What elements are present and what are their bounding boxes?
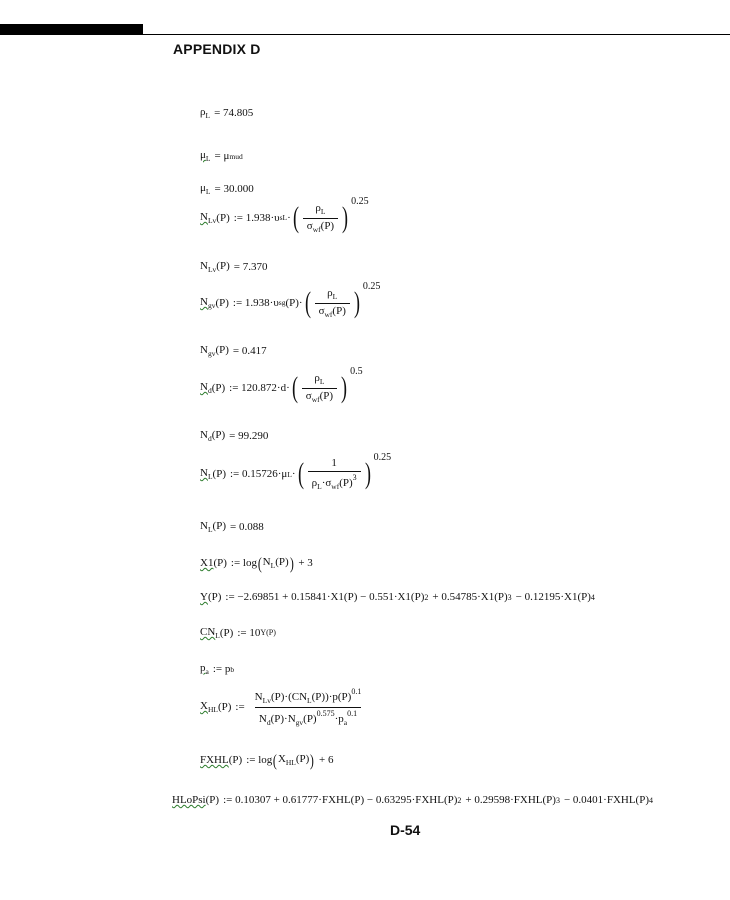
equation-FXHL-definition: FXHL (P) := log ( $X_{HL}(P)$ ) + 6 <box>200 751 334 770</box>
page-number: D-54 <box>390 822 421 838</box>
equation-HLoPsi-definition: HLoPsi (P) := 0.10307 + 0.61777·FXHL(P) − 0.63295·FXHL(P) 2 + 0.29598·FXHL(P) 3 − 0.0401·FXHL(P) 4 <box>172 794 654 806</box>
equation-rhoL-value: $\rho_L$ = 74.805 <box>200 106 254 120</box>
equation-NL-value: $N_L(P)$ = 0.088 <box>200 520 264 534</box>
equation-NLv-value: $N_{Lv}(P)$ = 7.370 <box>200 260 268 274</box>
equation-NLv-definition: $N_{Lv}$ (P) := 1.938·υ sL · ( $\frac{\rho_L}{\sigma_{wf}(P)}$ ) 0.25 <box>200 196 369 234</box>
equation-X1-definition: X1 (P) := log ( $N_L(P)$ ) + 3 <box>200 554 313 573</box>
equation-Ngv-definition: $N_{gv}$ (P) := 1.938·υ sg (P)· ( $\frac{\rho_L}{\sigma_{wf}(P)}$ ) 0.25 <box>200 281 381 319</box>
equation-Nd-definition: $N_d$ (P) := 120.872·d· ( $\frac{\rho_L}{\sigma_{wf}(P)}$ ) 0.5 <box>200 366 363 404</box>
equation-XHL-definition: $X_{HL}$ (P) := $\frac{N_{Lv}(P)\cdot(CN_L(P))\cdot p(P)^{0.1}}{N_d(P)\cdot N_{gv}(P)^{0.575}\cdot p_a^{0.1}}$ <box>200 687 362 727</box>
equation-Y-definition: Y (P) := −2.69851 + 0.15841·X1(P) − 0.551·X1(P) 2 + 0.54785·X1(P) 3 − 0.12195·X1(P) 4 <box>200 591 595 603</box>
equation-muL-value: $\mu_L$ = 30.000 <box>200 182 254 196</box>
equation-Nd-value: $N_d(P)$ = 99.290 <box>200 429 269 443</box>
equation-NL-definition: $N_L$ (P) := 0.15726·μ L · ( $\frac{1}{\rho_L\cdot\sigma_{wf}(P)^3}$ ) 0.25 <box>200 452 392 491</box>
equation-Ngv-value: $N_{gv}(P)$ = 0.417 <box>200 344 267 358</box>
header-rule <box>143 34 730 35</box>
equation-pa-definition: $p_a$ := p b <box>200 662 235 676</box>
equation-CNL-definition: $CN_L$ (P) := 10 Y(P) <box>200 626 276 640</box>
appendix-heading: APPENDIX D <box>173 41 261 57</box>
equation-muL-definition: $\mu_L$ = μ mud <box>200 149 243 163</box>
header-black-bar <box>0 24 143 35</box>
